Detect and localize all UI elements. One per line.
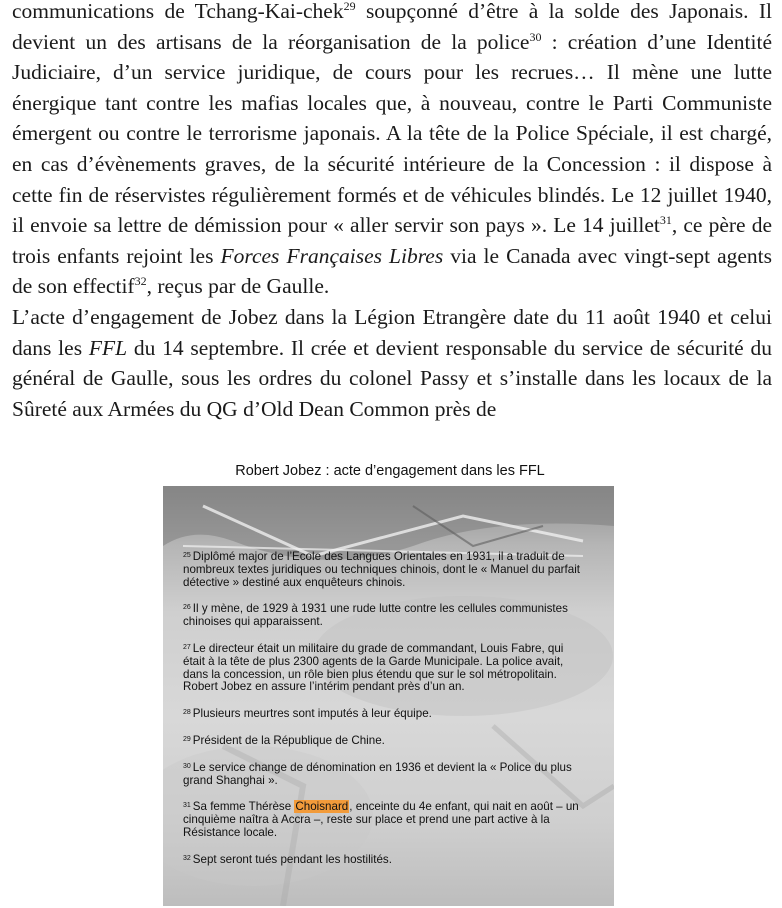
footnote-29 xyxy=(183,734,587,748)
highlighted-name: Choisnard xyxy=(295,800,349,814)
footnote-ref-29[interactable]: 29 xyxy=(343,0,356,13)
text-run: , reçus par de Gaulle. xyxy=(146,274,330,299)
text-run: : création d’une Identité Judiciaire, d’un service juridique, de cours pour les recrues… Il mène une lutte énergique tant contre les mafias locales que, à nouveau, contre le Parti Communiste émergent ou contre le terrorisme japonais. A la tête de la Police Spéciale, il est chargé, en cas d’évènements graves, de la sécurité intérieure de la Concession : il dispose à cette fin de réservistes régulièrement formés et de véhicules blindés. Le 12 juillet 1940, il envoie sa lettre de démission pour « aller servir son pays ». Le 14 juillet xyxy=(12,29,773,238)
text-run: du 14 septembre. Il crée et devient responsable du service de sécurité du général de Gaulle, sous les ordres du colonel Passy et s’installe dans les locaux de la Sûreté aux Armées du QG d’Old Dean Common près de xyxy=(12,335,772,421)
footnote-number: 27 xyxy=(183,643,191,651)
text-run: L’acte d’engagement de Jobez dans la Légion Etrangère date du 11 août 1940 et celui dans les xyxy=(12,304,772,360)
footnote-text: Président de la République de Chine. xyxy=(192,733,385,747)
footnote-32 xyxy=(183,853,587,867)
footnote-number: 31 xyxy=(183,802,191,810)
footnote-text: Plusieurs meurtres sont imputés à leur équipe. xyxy=(192,707,432,721)
footnote-number: 32 xyxy=(183,854,191,862)
footnote-number: 30 xyxy=(183,762,191,770)
paragraph-1 xyxy=(12,0,772,302)
paragraph-2 xyxy=(12,302,772,424)
footnote-number: 29 xyxy=(183,735,191,743)
footnote-text: Sept seront tués pendant les hostilités. xyxy=(192,852,392,866)
footnote-28 xyxy=(183,707,587,721)
footnote-text: Sa femme Thérèse xyxy=(192,800,295,814)
footnote-number: 26 xyxy=(183,604,191,612)
footnote-31 xyxy=(183,800,587,839)
footnote-text: Le service change de dénomination en 1936 et devient la « Police du plus grand Shanghai ». xyxy=(183,760,572,787)
footnote-26 xyxy=(183,602,587,629)
footnote-text: Diplômé major de l’Ecole des Langues Orientales en 1931, il a traduit de nombreux textes juridiques ou techniques chinois, dont le « Manuel du parfait détective » destiné aux enquêteurs chinois. xyxy=(183,550,581,589)
footnote-text: , enceinte du 4e enfant, qui nait en août – un cinquième naîtra à Accra –, reste sur place et prend une part active à la Résistance locale. xyxy=(183,800,579,839)
archival-photo xyxy=(163,486,614,906)
footnote-number: 25 xyxy=(183,552,191,559)
text-run: soupçonné d’être à la solde des Japonais. Il devient un des artisans de la réorganisation de la police xyxy=(12,0,773,54)
italic-text: Forces Françaises Libres xyxy=(220,243,444,268)
footnote-number: 28 xyxy=(183,709,191,717)
footnote-ref-31[interactable]: 31 xyxy=(659,213,672,228)
text-run: via le Canada avec vingt-sept agents de son effectif xyxy=(12,243,773,299)
text-run: , ce père de trois enfants rejoint les xyxy=(12,213,772,268)
figure-caption: Robert Jobez : acte d’engagement dans les FFL xyxy=(235,463,545,479)
footnote-30 xyxy=(183,761,587,788)
body-text xyxy=(12,0,772,424)
footnote-text: Il y mène, de 1929 à 1931 une rude lutte contre les cellules communistes chinoises qui apparaissent. xyxy=(183,602,568,629)
footnote-text: Le directeur était un militaire du grade de commandant, Louis Fabre, qui était à la tête de plus 2300 agents de la Garde Municipale. La police avait, dans la concession, un rôle bien plus étendu que sur le sol métropolitain. Robert Jobez en assure l’intérim pendant près d’un an. xyxy=(183,641,564,694)
text-run: communications de Tchang-Kai-chek xyxy=(12,0,344,23)
footnote-27 xyxy=(183,642,587,694)
footnote-25 xyxy=(183,550,587,589)
italic-text: FFL xyxy=(88,335,128,360)
footnotes-list xyxy=(183,550,587,880)
footnote-ref-32[interactable]: 32 xyxy=(134,274,147,289)
footnote-ref-30[interactable]: 30 xyxy=(529,29,542,44)
